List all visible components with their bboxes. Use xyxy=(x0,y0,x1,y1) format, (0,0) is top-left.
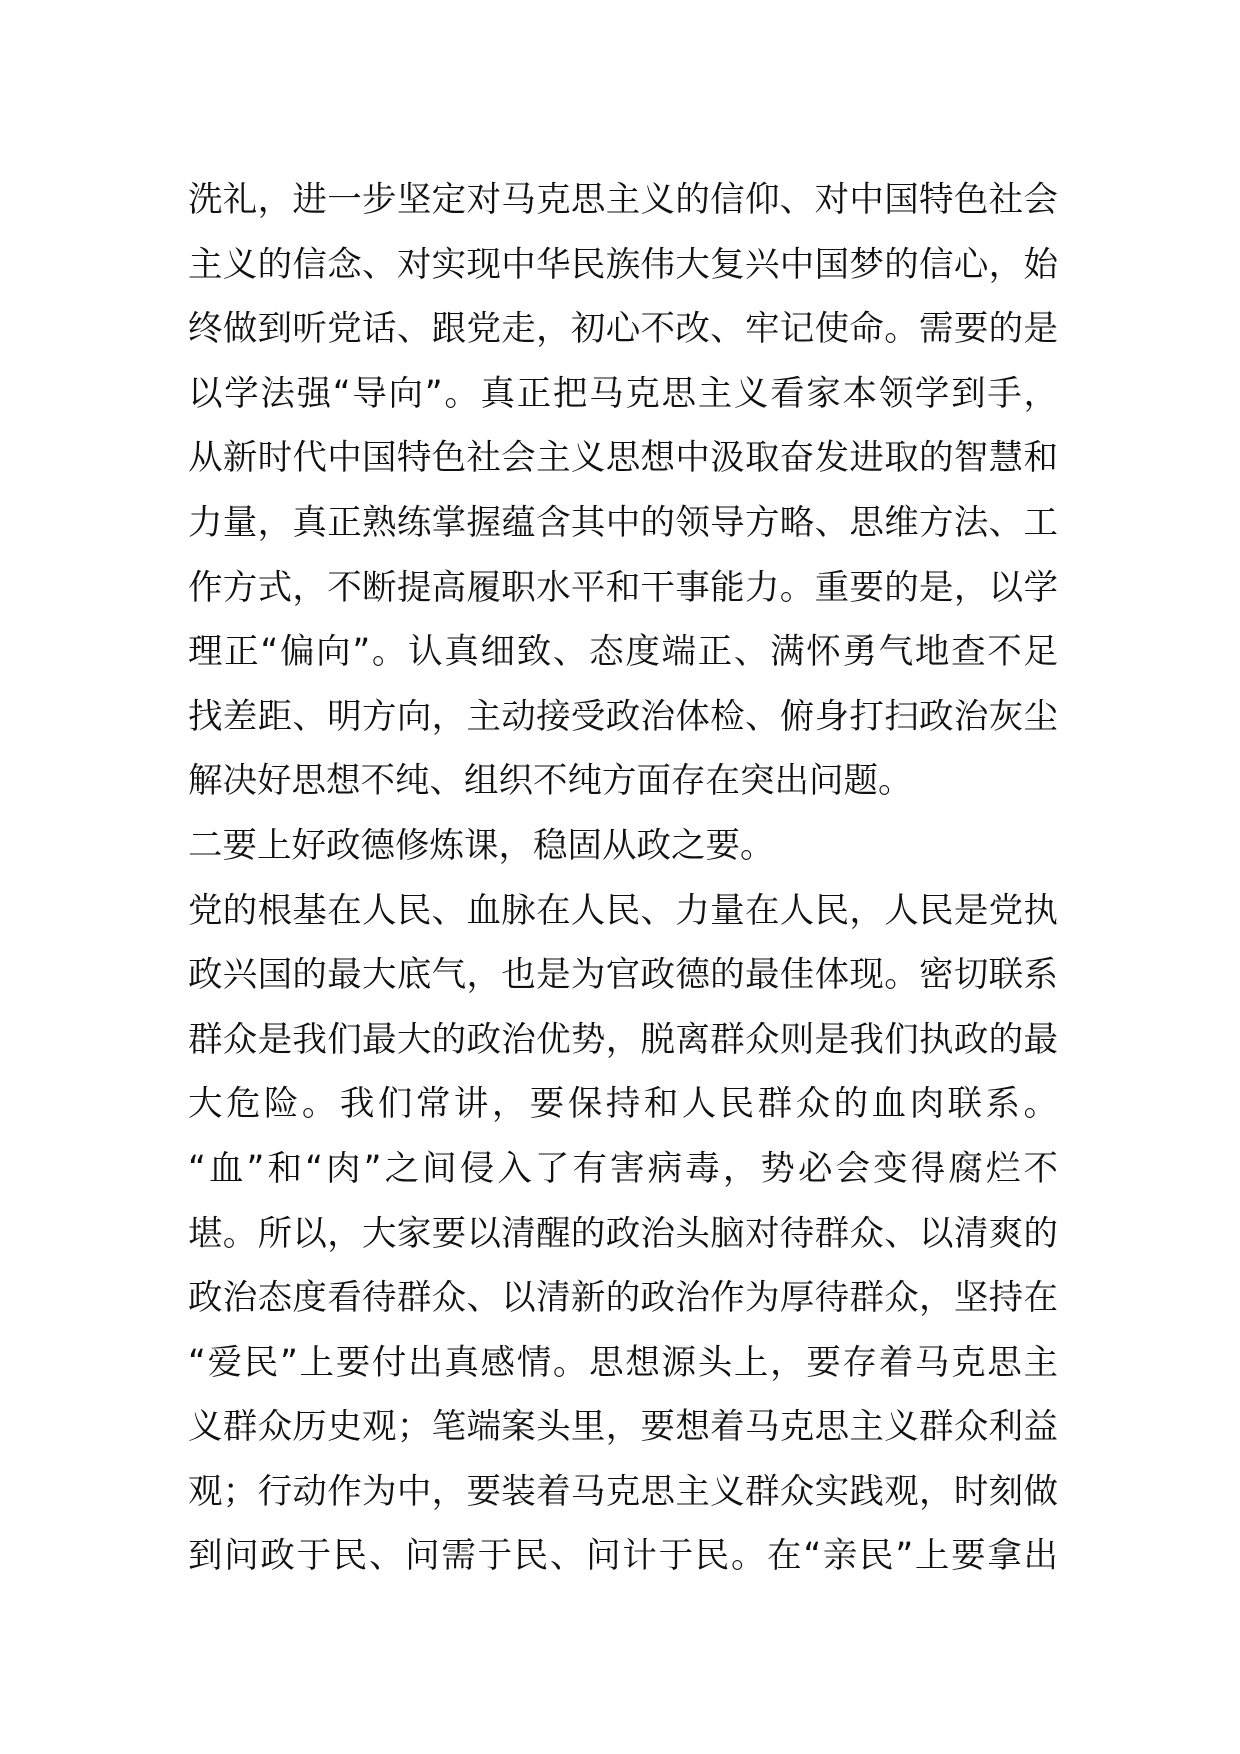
text-line: 以学法强“导向”。真正把马克思主义看家本领学到手， xyxy=(188,373,1058,414)
text-line: “爱民”上要付出真感情。思想源头上，要存着马克思主 xyxy=(188,1342,1058,1383)
text-line: 政兴国的最大底气，也是为官政德的最佳体现。密切联系 xyxy=(188,955,1058,996)
text-line: 洗礼，进一步坚定对马克思主义的信仰、对中国特色社会 xyxy=(188,180,1058,220)
section-heading: 二要上好政德修炼课，稳固从政之要。 xyxy=(188,825,775,866)
document-body xyxy=(188,168,1058,1589)
text-line: 终做到听党话、跟党走，初心不改、牢记使命。需要的是 xyxy=(188,309,1058,350)
text-line: 理正“偏向”。认真细致、态度端正、满怀勇气地查不足 xyxy=(188,632,1058,673)
text-line: 力量，真正熟练掌握蕴含其中的领导方略、思维方法、工 xyxy=(188,502,1058,543)
text-line: 义群众历史观；笔端案头里，要想着马克思主义群众利益 xyxy=(188,1407,1058,1448)
text-line: 堪。所以，大家要以清醒的政治头脑对待群众、以清爽的 xyxy=(188,1213,1058,1254)
text-line: 政治态度看待群众、以清新的政治作为厚待群众，坚持在 xyxy=(188,1278,1058,1319)
text-line: 群众是我们最大的政治优势，脱离群众则是我们执政的最 xyxy=(188,1019,1058,1060)
text-line: 观；行动作为中，要装着马克思主义群众实践观，时刻做 xyxy=(188,1471,1058,1512)
paragraph-end-line: 解决好思想不纯、组织不纯方面存在突出问题。 xyxy=(188,761,913,802)
text-line: 大危险。我们常讲，要保持和人民群众的血肉联系。 xyxy=(188,1084,1058,1125)
text-line: 到问政于民、问需于民、问计于民。在“亲民”上要拿出 xyxy=(188,1536,1058,1577)
text-line: 找差距、明方向，主动接受政治体检、俯身打扫政治灰尘 xyxy=(188,696,1058,737)
text-line: 主义的信念、对实现中华民族伟大复兴中国梦的信心，始 xyxy=(188,244,1058,285)
text-line: 党的根基在人民、血脉在人民、力量在人民，人民是党执 xyxy=(188,890,1058,931)
text-line: 从新时代中国特色社会主义思想中汲取奋发进取的智慧和 xyxy=(188,438,1058,479)
text-line: “血”和“肉”之间侵入了有害病毒，势必会变得腐烂不 xyxy=(188,1148,1058,1189)
text-line: 作方式，不断提高履职水平和干事能力。重要的是，以学 xyxy=(188,567,1058,608)
